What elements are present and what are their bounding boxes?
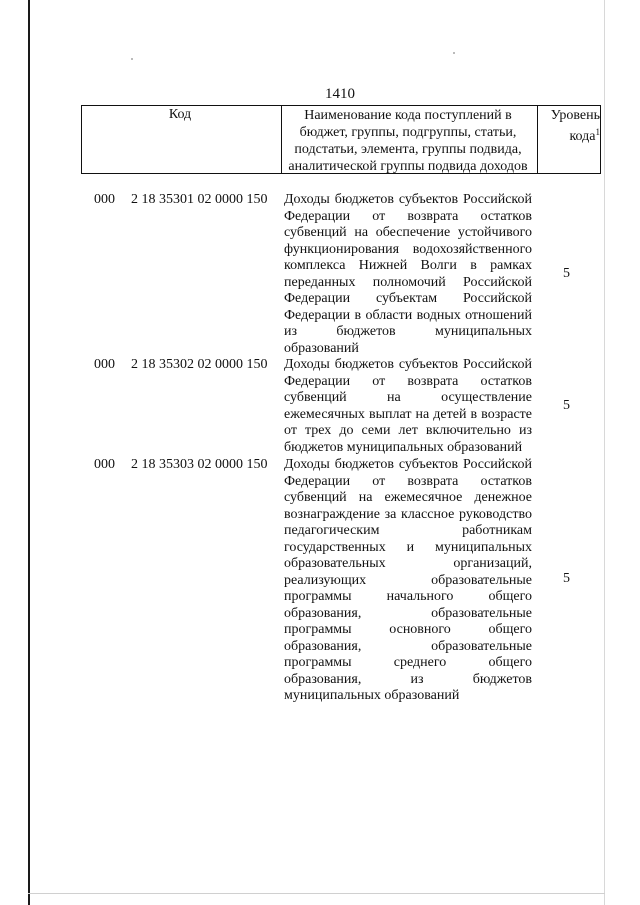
- row-level: 5: [563, 571, 570, 586]
- scan-speck: [131, 58, 133, 60]
- scan-speck: [453, 52, 455, 54]
- row-income-code: 2 18 35301 02 0000 150: [131, 192, 268, 207]
- row-admin-code: 000: [94, 192, 115, 207]
- row-description: Доходы бюджетов субъектов Российской Федерации от возврата остатков субвенций на ежемесячное денежное вознаграждение за классное руководство педагогическим работникам государственных и муниципальных образовательных организаций, реализующих образовательные программы начального общего образования, образовательные программы основного общего образования, образовательные программы среднего общего образования, из бюджетов муниципальных образований: [284, 457, 532, 703]
- row-description: Доходы бюджетов субъектов Российской Федерации от возврата остатков субвенций на осуществление ежемесячных выплат на детей в возрасте от трех до семи лет включительно из бюджетов муниципальных образований: [284, 357, 532, 455]
- scan-left-border: [28, 0, 30, 905]
- header-level-label: Уровень кода: [550, 108, 600, 144]
- scan-bottom-border: [28, 893, 605, 894]
- row-admin-code: 000: [94, 457, 115, 472]
- row-level: 5: [563, 398, 570, 413]
- row-income-code: 2 18 35303 02 0000 150: [131, 457, 268, 472]
- row-level: 5: [563, 266, 570, 281]
- row-description: Доходы бюджетов субъектов Российской Федерации от возврата остатков субвенций на обеспечение устойчивого функционирования водохозяйственного комплекса Нижней Волги в рамках переданных полномочий Российской Федерации субъектам Российской Федерации в области водных отношений из бюджетов муниципальных образований: [284, 192, 532, 356]
- header-code: Код: [168, 107, 192, 122]
- row-admin-code: 000: [94, 357, 115, 372]
- header-level: [538, 107, 600, 145]
- header-name: Наименование кода поступлений в бюджет, группы, подгруппы, статьи, подстатьи, элемента, группы подвида, аналитической группы подвида доходов: [288, 108, 528, 174]
- scan-right-border: [604, 0, 605, 905]
- header-level-footnote: 1: [595, 127, 600, 137]
- page-number: 1410: [325, 86, 355, 102]
- row-income-code: 2 18 35302 02 0000 150: [131, 357, 268, 372]
